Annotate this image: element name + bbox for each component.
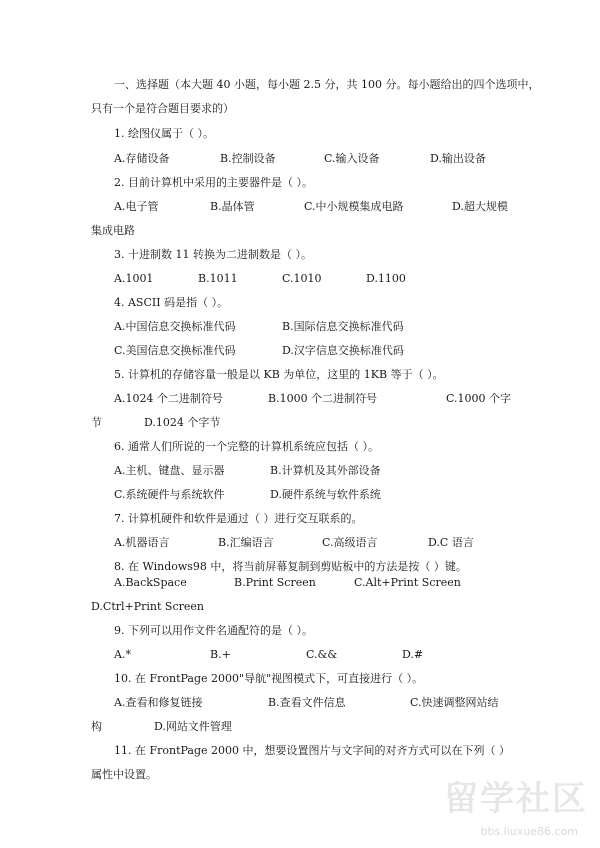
question-4-stem: 4. ASCII 码是指（ ）。 xyxy=(114,296,229,309)
question-6-option-b: B.计算机及其外部设备 xyxy=(270,464,381,477)
question-1-option-a: A.存储设备 xyxy=(114,152,170,165)
question-9-option-a: A.* xyxy=(114,648,131,661)
question-10-stem: 10. 在 FrontPage 2000"导航"视图模式下，可直接进行（ ）。 xyxy=(114,672,424,685)
question-1-option-b: B.控制设备 xyxy=(220,152,276,165)
question-3-option-d: D.1100 xyxy=(366,272,406,285)
question-8-option-a: A.BackSpace xyxy=(114,576,187,589)
question-5-option-a: A.1024 个二进制符号 xyxy=(114,392,223,405)
question-2-option-c: C.中小规模集成电路 xyxy=(304,200,404,213)
question-2-stem: 2. 目前计算机中采用的主要器件是（ ）。 xyxy=(114,176,313,189)
question-9-option-c: C.&& xyxy=(306,648,338,661)
question-9-option-b: B.+ xyxy=(210,648,231,661)
question-11-cont: 属性中设置。 xyxy=(91,768,157,781)
question-2-option-a: A.电子管 xyxy=(114,200,159,213)
question-6-option-a: A.主机、键盘、显示器 xyxy=(114,464,225,477)
question-7-stem: 7. 计算机硬件和软件是通过（ ）进行交互联系的。 xyxy=(114,512,363,525)
question-5-stem: 5. 计算机的存储容量一般是以 KB 为单位，这里的 1KB 等于（ ）。 xyxy=(114,368,444,381)
question-2-option-d: D.超大规模 xyxy=(452,200,508,213)
question-8-stem: 8. 在 Windows98 中，将当前屏幕复制到剪贴板中的方法是按（ ）键。 xyxy=(114,560,467,573)
question-7-option-b: B.汇编语言 xyxy=(218,536,274,549)
question-10-option-d: D.网站文件管理 xyxy=(154,720,232,733)
question-6-stem: 6. 通常人们所说的一个完整的计算机系统应包括（ ）。 xyxy=(114,440,379,453)
question-5-cont: 节 xyxy=(91,416,102,429)
question-4-option-d: D.汉字信息交换标准代码 xyxy=(282,344,404,357)
question-1-option-c: C.输入设备 xyxy=(324,152,380,165)
question-3-option-c: C.1010 xyxy=(282,272,322,285)
watermark-url: bbs.liuxue86.com xyxy=(480,825,578,838)
question-8-option-d: D.Ctrl+Print Screen xyxy=(91,600,204,613)
question-2-cont: 集成电路 xyxy=(91,224,135,237)
question-6-option-d: D.硬件系统与软件系统 xyxy=(270,488,381,501)
question-4-option-a: A.中国信息交换标准代码 xyxy=(114,320,236,333)
question-7-option-d: D.C 语言 xyxy=(428,536,474,549)
question-10-cont: 构 xyxy=(91,720,102,733)
question-3-option-b: B.1011 xyxy=(198,272,238,285)
question-7-option-c: C.高级语言 xyxy=(322,536,378,549)
question-10-option-b: B.查看文件信息 xyxy=(268,696,346,709)
question-9-option-d: D.# xyxy=(402,648,424,661)
question-8-option-c: C.Alt+Print Screen xyxy=(354,576,461,589)
question-9-stem: 9. 下列可以用作文件名通配符的是（ ）。 xyxy=(114,624,313,637)
watermark-logo: 留学社区 xyxy=(444,779,588,819)
question-11-stem: 11. 在 FrontPage 2000 中，想要设置图片与文字间的对齐方式可以在下列（ ） xyxy=(114,744,511,757)
question-1-stem: 1. 绘图仪属于（ ）。 xyxy=(114,127,214,140)
question-3-option-a: A.1001 xyxy=(114,272,154,285)
question-7-option-a: A.机器语言 xyxy=(114,536,170,549)
question-1-option-d: D.输出设备 xyxy=(430,152,486,165)
question-2-option-b: B.晶体管 xyxy=(210,200,255,213)
question-5-option-c: C.1000 个字 xyxy=(446,392,512,405)
question-6-option-c: C.系统硬件与系统软件 xyxy=(114,488,225,501)
question-3-stem: 3. 十进制数 11 转换为二进制数是（ ）。 xyxy=(114,248,312,261)
question-5-option-d: D.1024 个字节 xyxy=(144,416,221,429)
question-5-option-b: B.1000 个二进制符号 xyxy=(268,392,378,405)
question-10-option-c: C.快速调整网站结 xyxy=(410,696,499,709)
question-8-option-b: B.Print Screen xyxy=(234,576,316,589)
question-4-option-b: B.国际信息交换标准代码 xyxy=(282,320,404,333)
section-header-cont: 只有一个是符合题目要求的） xyxy=(91,102,234,115)
question-4-option-c: C.美国信息交换标准代码 xyxy=(114,344,236,357)
question-10-option-a: A.查看和修复链接 xyxy=(114,696,203,709)
section-header: 一、选择题（本大题 40 小题，每小题 2.5 分，共 100 分。每小题给出的四个选项中， xyxy=(114,78,540,91)
